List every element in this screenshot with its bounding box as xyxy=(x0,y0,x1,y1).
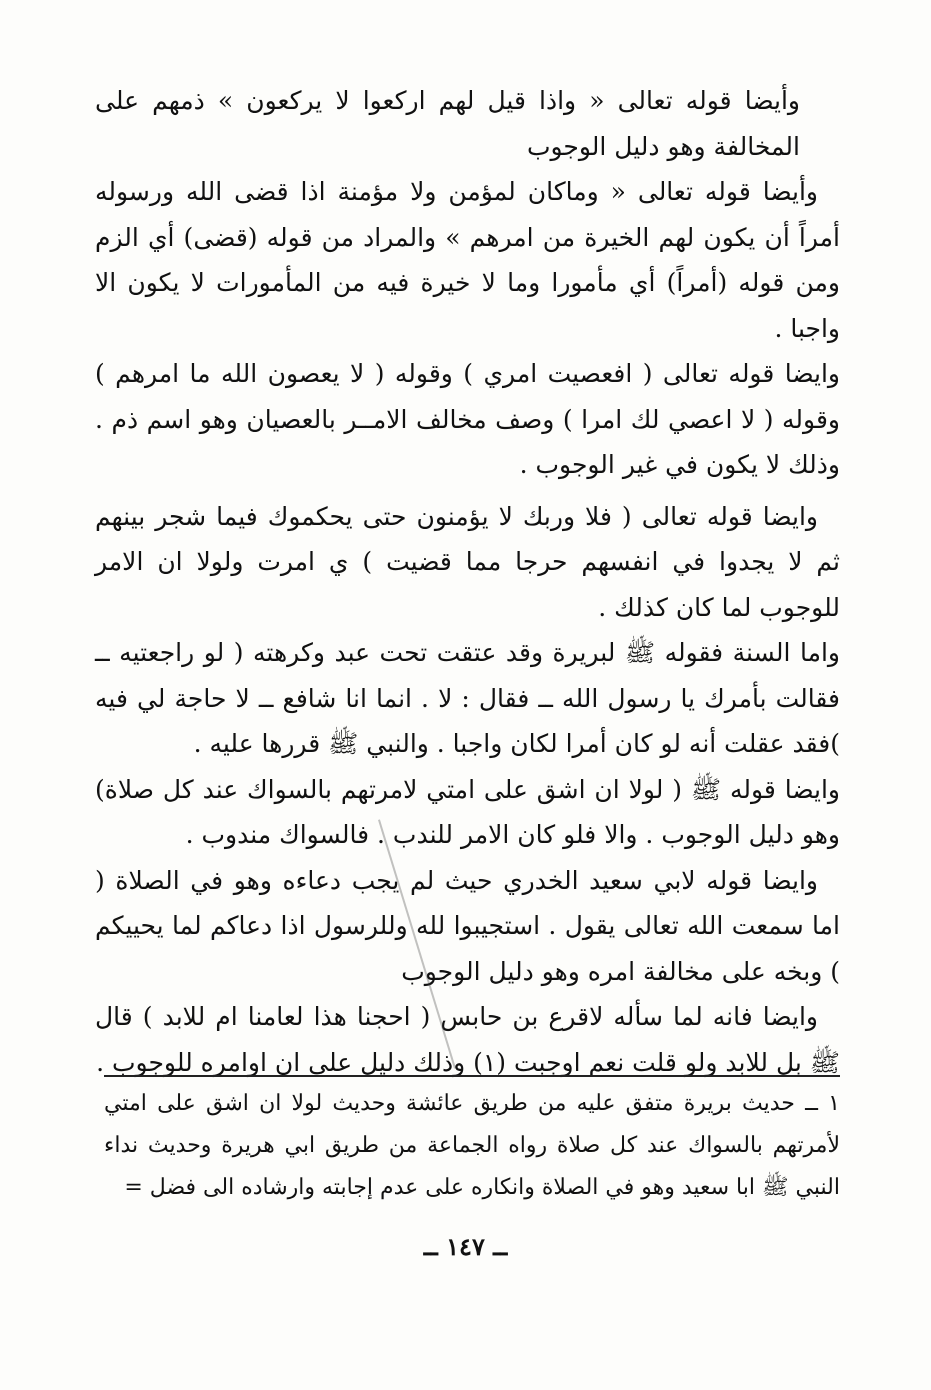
paragraph-4: وايضا قوله تعالى ( فلا وربك لا يؤمنون حتى يحكموك فيما شجر بينهم ثم لا يجدوا في انفسهم حرجا مما قضيت ) ي امرت ولولا ان الامر للوجوب لما كان كذلك . xyxy=(95,501,840,622)
paragraph-8: وايضا فانه لما سأله لاقرع بن حابس ( احجنا هذا لعامنا ام للابد ) قال ﷺ بل للابد ولو قلت نعم اوجبت (١) وذلك دليل على ان اوامره للوجوب . xyxy=(95,1002,840,1077)
paragraph-7: وايضا قوله لابي سعيد الخدري حيث لم يجب دعاءه وهو في الصلاة ( اما سمعت الله تعالى يقول . استجيبوا لله وللرسول اذا دعاكم لما يحييكم ) وبخه على مخالفة امره وهو دليل الوجوب xyxy=(95,865,840,986)
paragraph-3: وايضا قوله تعالى ( افعصيت امري ) وقوله ( لا يعصون الله ما امرهم ) وقوله ( لا اعصي لك امرا ) وصف مخالف الامــر بالعصيان وهو اسم ذم . وذلك لا يكون في غير الوجوب . xyxy=(95,359,840,479)
paragraph-6: وايضا قوله ﷺ ( لولا ان اشق على امتي لامرتهم بالسواك عند كل صلاة) وهو دليل الوجوب . والا فلو كان الامر للندب . فالسواك مندوب . xyxy=(95,774,840,849)
paragraph-2: وأيضا قوله تعالى « وماكان لمؤمن ولا مؤمنة اذا قضى الله ورسوله أمراً أن يكون لهم الخيرة من امرهم » والمراد من قوله (قضى) أي الزم ومن قوله (أمراً) أي مأمورا وما لا خيرة فيه من المأمورات لا يكون الا واجبا . xyxy=(95,177,840,343)
paragraph-1: وأيضا قوله تعالى « واذا قيل لهم اركعوا لا يركعون » ذمهم على المخالفة وهو دليل الوجوب xyxy=(95,86,800,161)
paragraph-5: واما السنة فقوله ﷺ لبريرة وقد عتقت تحت عبد وكرهته ( لو راجعتيه ــ فقالت بأمرك يا رسول الله ــ فقال : لا . انما انا شافع ــ لا حاجة لي فيه )فقد عقلت أنه لو كان أمرا لكان واجبا . والنبي ﷺ قررها عليه . xyxy=(95,638,840,758)
main-text xyxy=(95,78,840,1085)
footnotes xyxy=(104,1083,840,1209)
footnote-divider xyxy=(104,1075,840,1077)
footnote-1: ١ ــ حديث بريرة متفق عليه من طريق عائشة وحديث لولا ان اشق على امتي لأمرتهم بالسواك عند كل صلاة رواه الجماعة من طريق ابي هريرة وحديث نداء النبي ﷺ ابا سعيد وهو في الصلاة وانكاره على عدم إجابته وارشاده الى فضل = xyxy=(104,1091,840,1200)
page-number: ــ ١٤٧ ــ xyxy=(423,1232,508,1261)
